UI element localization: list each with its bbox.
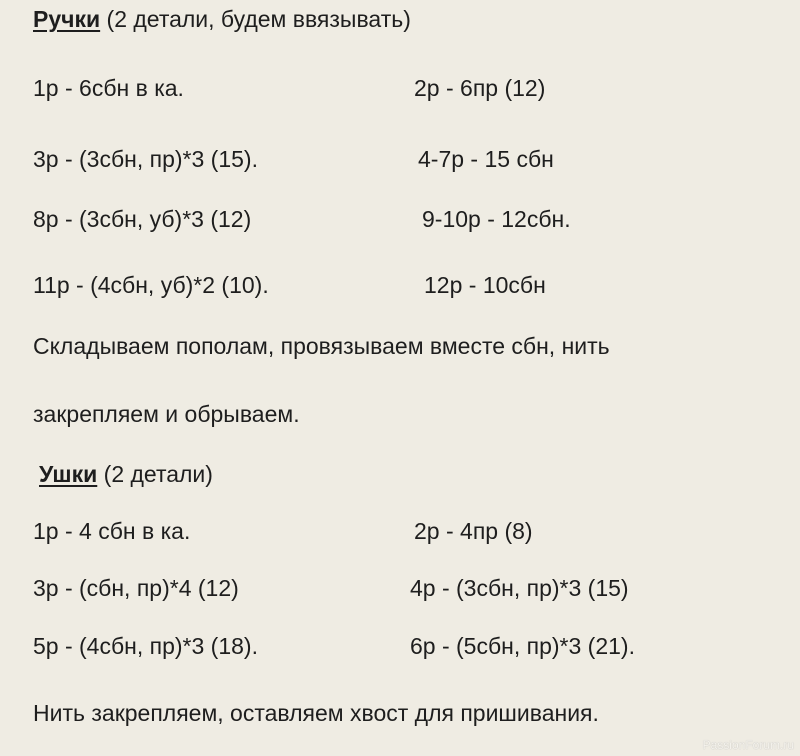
- note-text: Нить закрепляем, оставляем хвост для пришивания.: [33, 700, 599, 726]
- heading-subtitle: (2 детали): [103, 461, 213, 487]
- row-text: 1р - 4 сбн в ка.: [33, 518, 191, 544]
- heading-title: Ручки: [33, 6, 101, 32]
- row-text: 11р - (4сбн, уб)*2 (10).: [33, 272, 269, 298]
- note-text: закрепляем и обрываем.: [33, 401, 300, 427]
- row-text: 1р - 6сбн в ка.: [33, 75, 184, 101]
- row-text: 2р - 4пр (8): [414, 518, 533, 544]
- section-heading-ears: [39, 461, 213, 488]
- heading-subtitle: (2 детали, будем ввязывать): [106, 6, 411, 32]
- section-heading-handles: [33, 6, 411, 33]
- heading-title: Ушки: [39, 461, 98, 487]
- watermark: PassionForum.ru: [702, 738, 794, 752]
- note-text: Складываем пополам, провязываем вместе сбн, нить: [33, 333, 610, 359]
- row-text: 5р - (4сбн, пр)*3 (18).: [33, 633, 258, 659]
- row-text: 4-7р - 15 сбн: [418, 146, 554, 172]
- row-text: 12р - 10сбн: [424, 272, 546, 298]
- row-text: 3р - (сбн, пр)*4 (12): [33, 575, 239, 601]
- row-text: 2р - 6пр (12): [414, 75, 546, 101]
- row-text: 4р - (3сбн, пр)*3 (15): [410, 575, 629, 601]
- row-text: 8р - (3сбн, уб)*3 (12): [33, 206, 252, 232]
- row-text: 9-10р - 12сбн.: [422, 206, 571, 232]
- row-text: 6р - (5сбн, пр)*3 (21).: [410, 633, 635, 659]
- row-text: 3р - (3сбн, пр)*3 (15).: [33, 146, 258, 172]
